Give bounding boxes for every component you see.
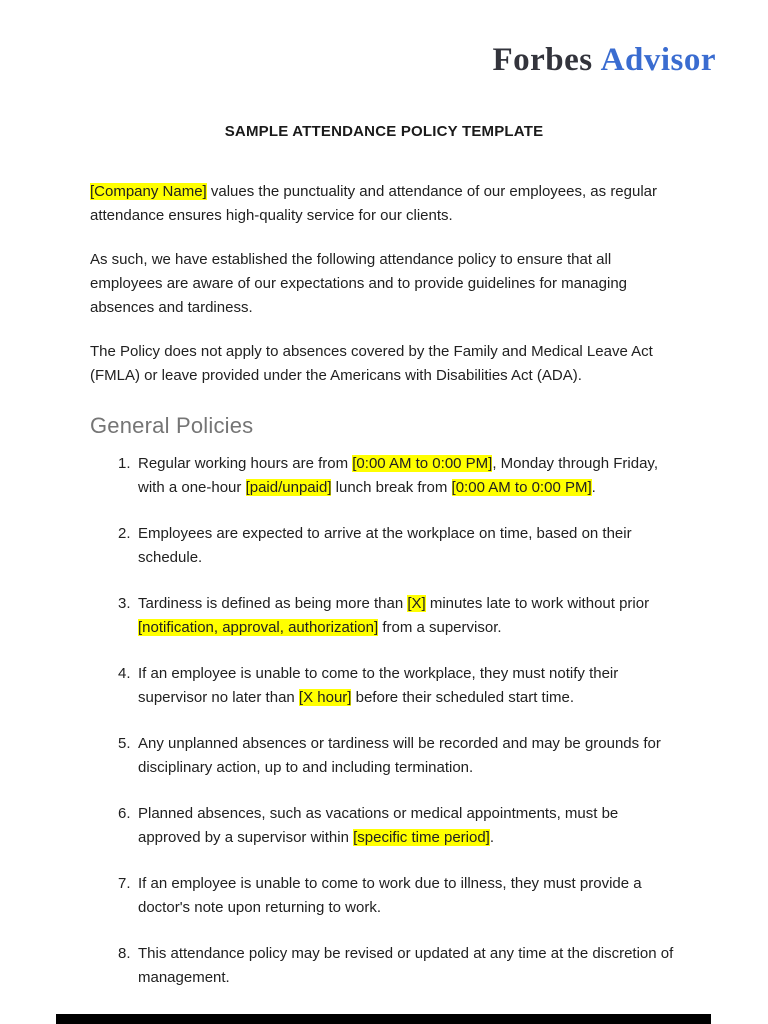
text-segment: Regular working hours are from [138,455,353,472]
text-segment: before their scheduled start time. [351,689,575,706]
policy-list [90,452,678,990]
item-number: 5. [118,735,131,752]
text-segment: If an employee is unable to come to the workplace, they must notify their supervisor no later than [138,665,619,706]
item-number: 8. [118,945,131,962]
highlighted-placeholder: [X hour] [298,689,352,706]
text-segment: Planned absences, such as vacations or medical appointments, must be approved by a supervisor within [138,805,619,846]
item-number: 3. [118,595,131,612]
item-number: 7. [118,875,131,892]
text-segment: . [591,479,596,496]
item-text [138,452,678,500]
highlighted-placeholder: [0:00 AM to 0:00 PM] [352,455,493,472]
text-segment: . [489,829,495,846]
highlighted-placeholder: [X] [407,595,426,612]
item-number: 1. [118,455,131,472]
policy-list-item [118,592,678,640]
policy-list-item [118,522,678,570]
intro-paragraph [90,248,678,320]
text-segment: Any unplanned absences or tardiness will be recorded and may be grounds for disciplinary action, up to and including termination. [138,735,661,776]
document-title: SAMPLE ATTENDANCE POLICY TEMPLATE [224,123,544,140]
intro-paragraph [90,340,678,388]
highlighted-placeholder: [Company Name] [90,183,207,200]
highlighted-placeholder: [notification, approval, authorization] [138,619,379,636]
text-segment: The Policy does not apply to absences covered by the Family and Medical Leave Act (FMLA) or leave provided under the Americans with Disabilities Act (ADA). [90,343,653,384]
forbes-advisor-logo [0,42,716,79]
item-text [138,592,678,640]
item-number: 4. [118,665,131,682]
policy-list-item [118,452,678,500]
policy-list-item [118,732,678,780]
section-heading: General Policies [90,413,254,438]
text-segment: As such, we have established the following attendance policy to ensure that all employees are aware of our expectations and to provide guidelines for managing absences and tardiness. [90,251,627,316]
highlighted-placeholder: [specific time period] [353,829,490,846]
intro-paragraph [90,180,678,228]
text-segment: values the punctuality and attendance of our employees, as regular attendance ensures high-quality service for our clients. [90,183,658,224]
logo-forbes-text: Forbes [492,42,593,78]
logo-row [0,0,768,79]
text-segment: minutes late to work without prior [425,595,650,612]
text-segment: Employees are expected to arrive at the workplace on time, based on their schedule. [138,525,632,566]
text-segment: lunch break from [331,479,452,496]
item-number: 2. [118,525,131,542]
item-text [138,522,678,570]
item-text [138,942,678,990]
highlighted-placeholder: [0:00 AM to 0:00 PM] [451,479,592,496]
page-bottom-bar [56,1014,711,1024]
highlighted-placeholder: [paid/unpaid] [245,479,332,496]
policy-list-item [118,942,678,990]
item-text [138,662,678,710]
item-text [138,802,678,850]
text-segment: from a supervisor. [378,619,502,636]
text-segment: , Monday through Friday, with a one-hour [138,455,658,496]
item-number: 6. [118,805,131,822]
policy-list-item [118,802,678,850]
item-text [138,872,678,920]
logo-advisor-text: Advisor [600,42,716,78]
text-segment: This attendance policy may be revised or updated at any time at the discretion of management. [138,945,674,986]
text-segment: If an employee is unable to come to work due to illness, they must provide a doctor's note upon returning to work. [138,875,642,916]
item-text [138,732,678,780]
policy-list-item [118,662,678,710]
policy-list-item [118,872,678,920]
text-segment: Tardiness is defined as being more than [138,595,408,612]
document-content [90,180,678,990]
